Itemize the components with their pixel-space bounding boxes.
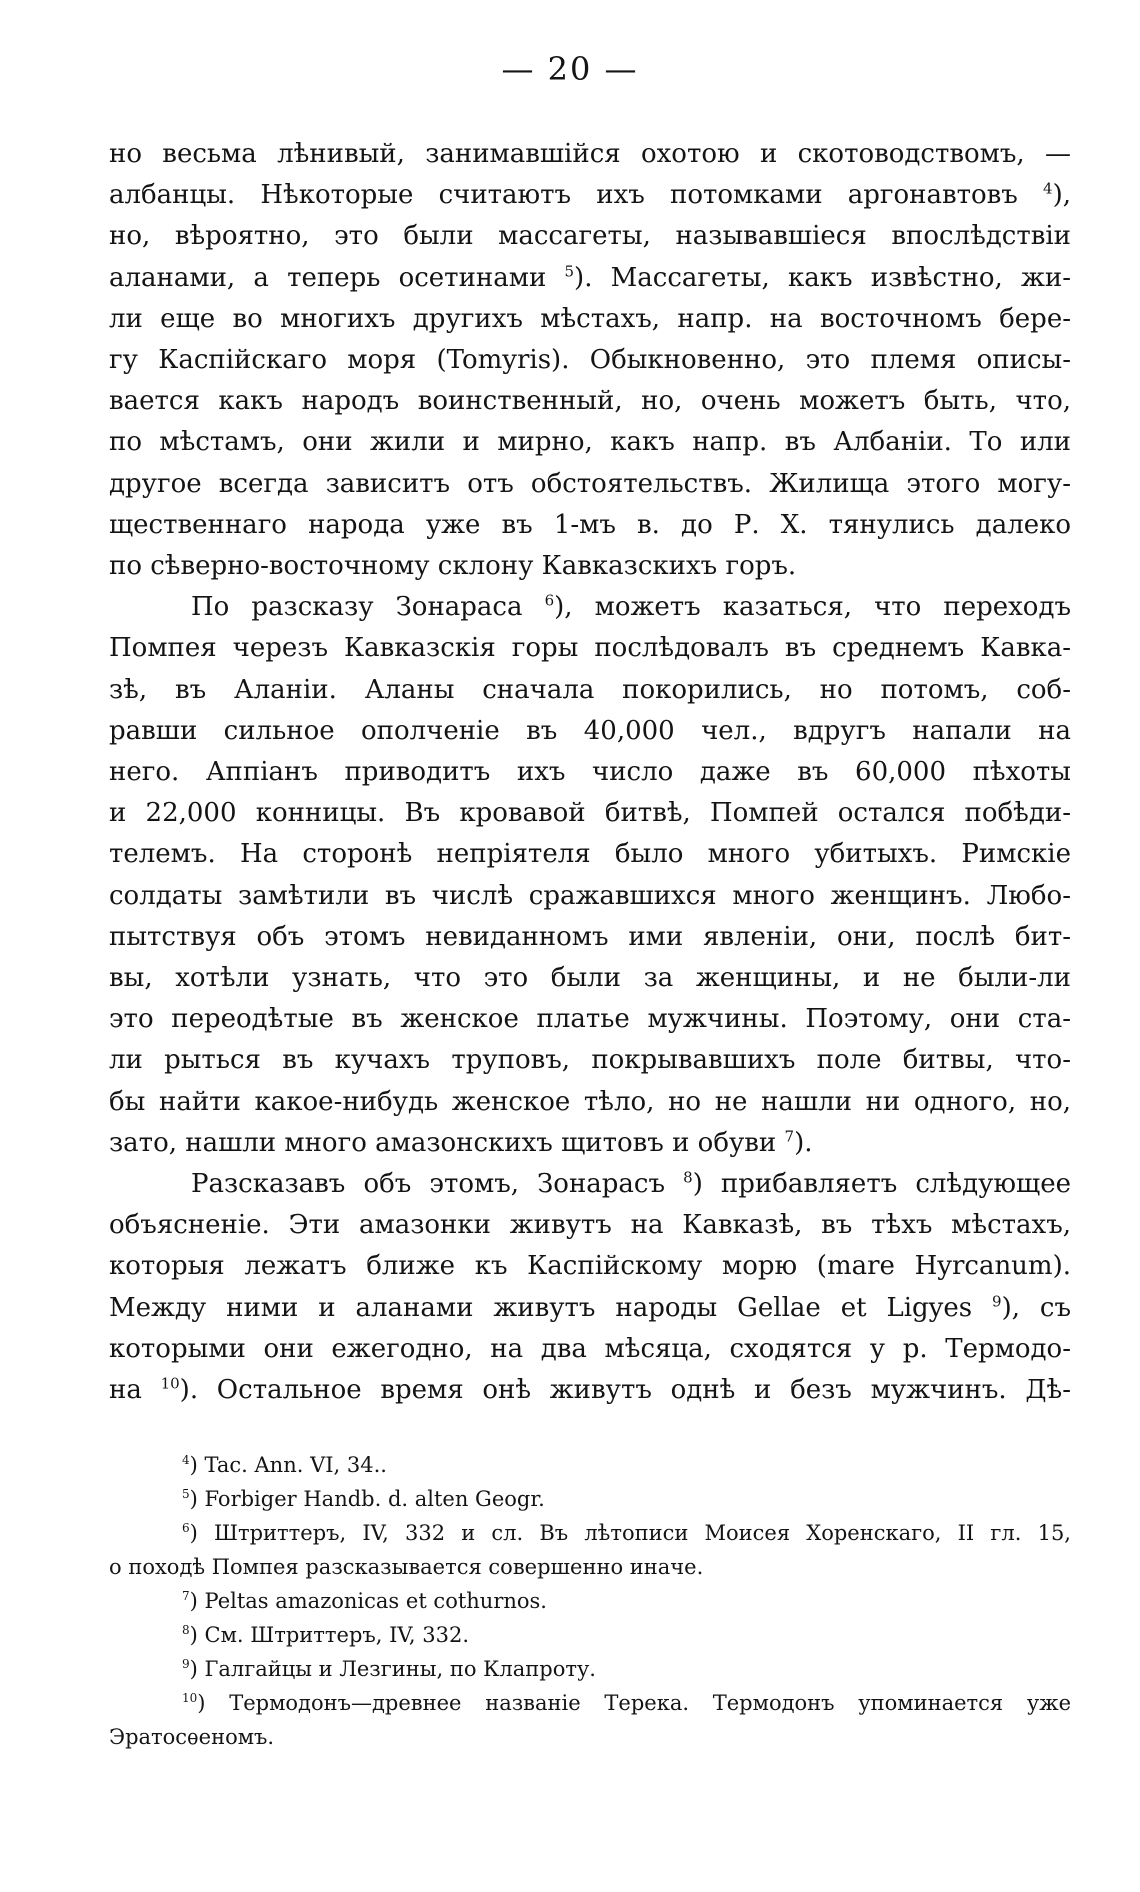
text-line: албанцы. Нѣкоторые считаютъ ихъ потомками аргонавтовъ $^4$), [109, 179, 1071, 211]
footnote-ref: 5 [564, 261, 575, 280]
footnote: $^6$) Штриттеръ, IV, 332 и сл. Въ лѣтописи Моисея Хоренскаго, II гл. 15, [182, 1521, 1071, 1545]
paragraph-1 [109, 134, 1071, 587]
footnote-ref: 4 [1043, 179, 1053, 198]
page-number: — 20 — [501, 50, 639, 88]
text-line: аланами, а теперь осетинами $^5$). Массагеты, какъ извѣстно, жи- [109, 261, 1071, 293]
footnote: $^5$) Forbiger Handb. d. alten Geogr. [182, 1487, 545, 1511]
footnote-ref: 10 [160, 1374, 180, 1393]
footnote-ref: 9 [992, 1292, 1002, 1311]
text-line: это переодѣтые въ женское платье мужчины. Поэтому, они ста- [109, 1004, 1071, 1035]
text-line: щественнаго народа уже въ 1-мъ в. до Р. Х. тянулись далеко [109, 509, 1071, 540]
main-text [109, 134, 1071, 1411]
text-line: гу Каспійскаго моря (Tomyris). Обыкновенно, это племя описы- [109, 345, 1071, 376]
text-line: Между ними и аланами живутъ народы Gellae et Ligyes $^9$), съ [109, 1292, 1072, 1323]
text-line: бы найти какое-нибудь женское тѣло, но не нашли ни одного, но, [109, 1086, 1071, 1117]
text-line: вается какъ народъ воинственный, но, очень можетъ быть, что, [109, 386, 1071, 417]
text-line: на $^{10}$). Остальное время онѣ живутъ однѣ и безъ мужчинъ. Дѣ- [109, 1374, 1071, 1406]
text-line: По разсказу Зонараса $^6$), можетъ казаться, что переходъ [191, 591, 1071, 623]
footnote: $^7$) Peltas amazonicas et cothurnos. [182, 1589, 547, 1613]
text-line: телемъ. На сторонѣ непріятеля было много убитыхъ. Римскіе [109, 839, 1071, 870]
text-line: него. Аппіанъ приводитъ ихъ число даже въ 60,000 пѣхоты [109, 757, 1071, 788]
footnote: $^4$) Tac. Ann. VI, 34.. [182, 1453, 387, 1477]
footnote-continuation: Эратосѳеномъ. [109, 1725, 275, 1749]
footnote-continuation: о походѣ Помпея разсказывается совершенно иначе. [109, 1555, 704, 1579]
text-line: ли еще во многихъ другихъ мѣстахъ, напр. на восточномъ бере- [109, 303, 1071, 334]
footnote-ref: 7 [784, 1127, 795, 1146]
text-line: пытствуя объ этомъ невиданномъ ими явленіи, они, послѣ бит- [109, 921, 1071, 952]
text-line: зѣ, въ Аланіи. Аланы сначала покорились, но потомъ, соб- [109, 674, 1071, 705]
footnote: $^{10}$) Термодонъ—древнее названіе Терека. Термодонъ упоминается уже [182, 1691, 1071, 1715]
paragraph-2 [109, 587, 1071, 1164]
text-line: по мѣстамъ, они жили и мирно, какъ напр. въ Албаніи. То или [109, 427, 1071, 458]
text-line: солдаты замѣтили въ числѣ сражавшихся много женщинъ. Любо- [109, 880, 1071, 911]
text-line: по сѣверно-восточному склону Кавказскихъ горъ. [109, 551, 797, 582]
text-line: объясненіе. Эти амазонки живутъ на Кавказѣ, въ тѣхъ мѣстахъ, [109, 1210, 1071, 1241]
text-line: зато, нашли много амазонскихъ щитовъ и обуви $^7$). [109, 1127, 813, 1158]
text-line: но весьма лѣнивый, занимавшійся охотою и скотоводствомъ, — [109, 139, 1071, 169]
text-line: Помпея черезъ Кавказскія горы послѣдовалъ въ среднемъ Кавка- [109, 633, 1071, 664]
text-line: которыми они ежегодно, на два мѣсяца, сходятся у р. Термодо- [109, 1333, 1071, 1364]
text-line: но, вѣроятно, это были массагеты, называвшіеся впослѣдствіи [109, 221, 1071, 252]
text-line: равши сильное ополченіе въ 40,000 чел., вдругъ напали на [109, 715, 1071, 746]
footnotes [109, 1448, 1071, 1754]
text-line: которыя лежатъ ближе къ Каспійскому морю (mare Hyrcanum). [109, 1251, 1071, 1282]
text-line: и 22,000 конницы. Въ кровавой битвѣ, Помпей остался побѣди- [109, 798, 1071, 829]
footnote: $^8$) См. Штриттеръ, IV, 332. [182, 1623, 469, 1647]
footnote-ref: 6 [544, 591, 555, 610]
text-line: Разсказавъ объ этомъ, Зонарасъ $^8$) прибавляетъ слѣдующее [191, 1168, 1071, 1200]
footnote: $^9$) Галгайцы и Лезгины, по Клапроту. [182, 1657, 596, 1681]
paragraph-3 [109, 1164, 1071, 1411]
text-line: ли рыться въ кучахъ труповъ, покрывавшихъ поле битвы, что- [109, 1045, 1071, 1076]
footnote-ref: 8 [683, 1168, 693, 1187]
text-line: вы, хотѣли узнать, что это были за женщины, и не были-ли [109, 963, 1071, 994]
text-line: другое всегда зависитъ отъ обстоятельствъ. Жилища этого могу- [109, 468, 1071, 499]
